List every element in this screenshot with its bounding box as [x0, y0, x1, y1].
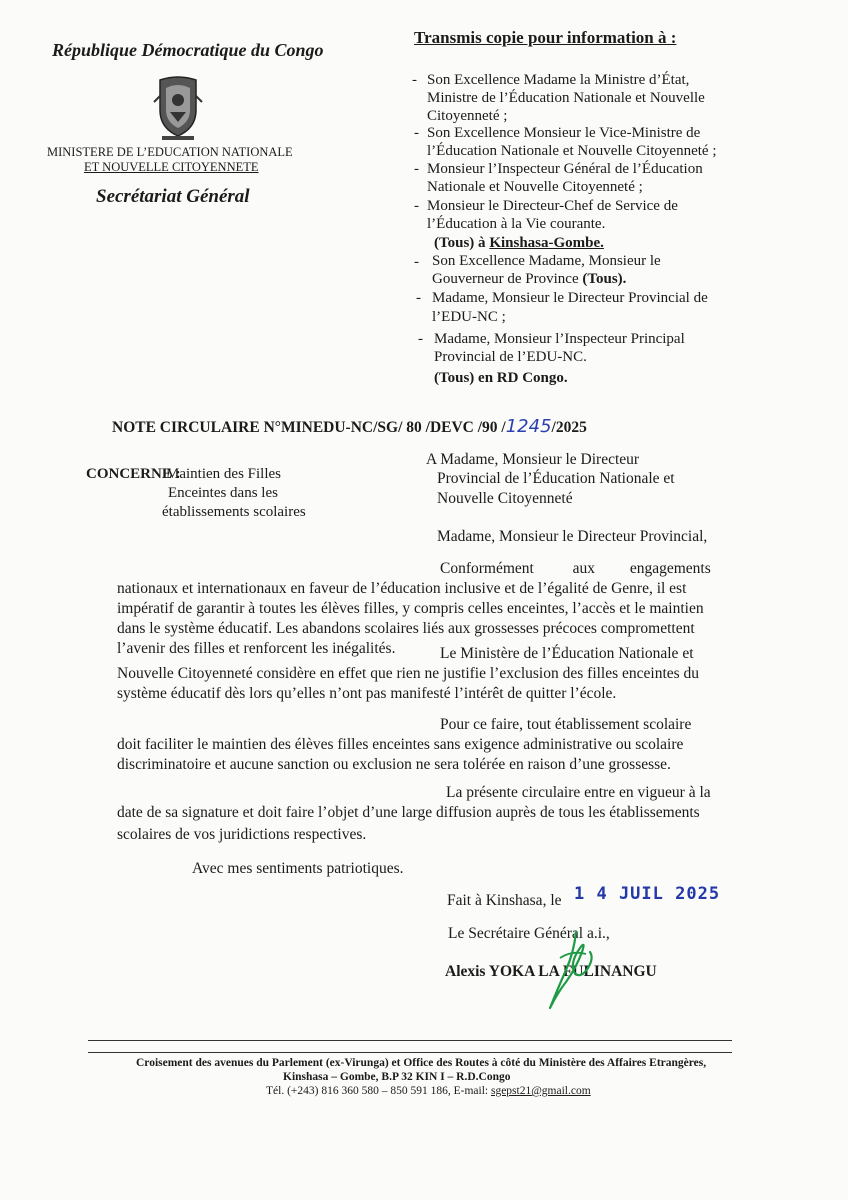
body-line: Pour ce faire, tout établissement scolaire	[440, 716, 692, 733]
list-dash: -	[412, 72, 417, 88]
distribution-title: Transmis copie pour information à :	[414, 28, 677, 47]
list-dash: -	[414, 198, 419, 214]
salutation: Madame, Monsieur le Directeur Provincial,	[437, 528, 708, 545]
footer-address: Croisement des avenues du Parlement (ex-Virunga) et Office des Routes à côté du Ministère des Affaires Etrangères,	[136, 1057, 707, 1069]
distribution-line: l’Éducation à la Vie courante.	[427, 216, 606, 232]
distribution-line: Provincial de l’EDU-NC.	[434, 349, 587, 365]
signatory-name: Alexis YOKA LA FULINANGU	[445, 963, 657, 980]
coat-of-arms-emblem	[148, 72, 208, 142]
addressee-line: Nouvelle Citoyenneté	[437, 490, 573, 507]
tous-label: (Tous) à	[434, 235, 486, 251]
handwritten-signature	[536, 922, 606, 1014]
closing-line: Avec mes sentiments patriotiques.	[192, 860, 404, 877]
distribution-line: Gouverneur de Province (Tous).	[432, 271, 627, 287]
footer-contact: Tél. (+243) 816 360 580 – 850 591 186, E-mail: sgepst21@gmail.com	[266, 1085, 591, 1097]
distribution-line: Citoyenneté ;	[427, 108, 508, 124]
list-dash: -	[414, 254, 419, 270]
body-line: nationaux et internationaux en faveur de l’éducation inclusive et de l’égalité de Genre, il est	[117, 580, 687, 597]
place-line: Fait à Kinshasa, le	[447, 892, 562, 909]
distribution-line: l’Éducation Nationale et Nouvelle Citoyenneté ;	[427, 143, 717, 159]
body-line: l’avenir des filles et renforcent les inégalités.	[117, 640, 396, 657]
body-line: Nouvelle Citoyenneté considère en effet que rien ne justifie l’exclusion des filles enceintes du	[117, 665, 700, 682]
footer-city: Kinshasa – Gombe, B.P 32 KIN I – R.D.Congo	[283, 1071, 511, 1083]
addressee-line: Provincial de l’Éducation Nationale et	[437, 470, 675, 487]
body-line: La présente circulaire entre en vigueur à la	[446, 784, 711, 801]
body-line: système éducatif dès lors qu’elles n’ont pas manifesté l’intérêt de quitter l’école.	[117, 685, 617, 702]
distribution-line: (Tous) en RD Congo.	[434, 370, 568, 386]
ministry-name-line1: MINISTERE DE L’EDUCATION NATIONALE	[47, 145, 293, 159]
kinshasa-gombe: Kinshasa-Gombe.	[489, 235, 604, 251]
body-line: date de sa signature et doit faire l’objet d’une large diffusion auprès de tous les établissements	[117, 804, 700, 821]
list-dash: -	[416, 290, 421, 306]
distribution-line: Son Excellence Madame la Ministre d’État,	[427, 72, 690, 88]
footer-rule-top	[88, 1040, 732, 1041]
body-line: Conformément aux engagements	[440, 560, 711, 577]
distribution-line: Monsieur le Directeur-Chef de Service de	[427, 198, 678, 214]
list-dash: -	[414, 161, 419, 177]
footer-email: sgepst21@gmail.com	[490, 1085, 591, 1097]
note-number-handwritten: 1245	[505, 416, 552, 437]
list-dash: -	[414, 125, 419, 141]
body-line: doit faciliter le maintien des élèves filles enceintes sans exigence administrative ou scolaire	[117, 736, 684, 753]
list-dash: -	[418, 331, 423, 347]
signatory-title: Le Secrétaire Général a.i.,	[448, 925, 610, 942]
distribution-line: l’EDU-NC ;	[432, 309, 506, 325]
secretariat-heading: Secrétariat Général	[96, 186, 250, 207]
concerne-label: CONCERNE :	[86, 466, 181, 482]
distribution-line	[434, 234, 604, 252]
distribution-line: Ministre de l’Éducation Nationale et Nouvelle	[427, 90, 705, 106]
body-line: discriminatoire et aucune sanction ou exclusion ne sera tolérée en raison d’une grossesse.	[117, 756, 671, 773]
concerne-line: établissements scolaires	[162, 504, 306, 520]
addressee-line: A Madame, Monsieur le Directeur	[426, 451, 640, 468]
distribution-line: Son Excellence Monsieur le Vice-Ministre de	[427, 125, 701, 141]
body-line: dans le système éducatif. Les abandons scolaires liés aux grossesses précoces compromettent	[117, 620, 695, 637]
distribution-line: Madame, Monsieur le Directeur Provincial de	[432, 290, 708, 306]
distribution-line: Son Excellence Madame, Monsieur le	[432, 253, 661, 269]
body-line: impératif de garantir à toutes les élèves filles, y compris celles enceintes, l’accès et le maintien	[117, 600, 704, 617]
ministry-name-line2: ET NOUVELLE CITOYENNETE	[84, 160, 259, 174]
body-line: scolaires de vos juridictions respectives.	[117, 826, 367, 843]
date-stamp: 1 4 JUIL 2025	[574, 884, 721, 904]
footer-rule-bottom	[88, 1052, 732, 1053]
distribution-line: Monsieur l’Inspecteur Général de l’Éducation	[427, 161, 703, 177]
republic-heading: République Démocratique du Congo	[52, 40, 324, 60]
distribution-line: Nationale et Nouvelle Citoyenneté ;	[427, 179, 643, 195]
concerne-line: Maintien des Filles	[166, 466, 281, 482]
concerne-line: Enceintes dans les	[168, 485, 278, 501]
distribution-line: Madame, Monsieur l’Inspecteur Principal	[434, 331, 685, 347]
note-circulaire-title: NOTE CIRCULAIRE N°MINEDU-NC/SG/ 80 /DEVC /90 /1245/2025	[112, 416, 587, 437]
body-line: Le Ministère de l’Éducation Nationale et	[440, 645, 694, 662]
